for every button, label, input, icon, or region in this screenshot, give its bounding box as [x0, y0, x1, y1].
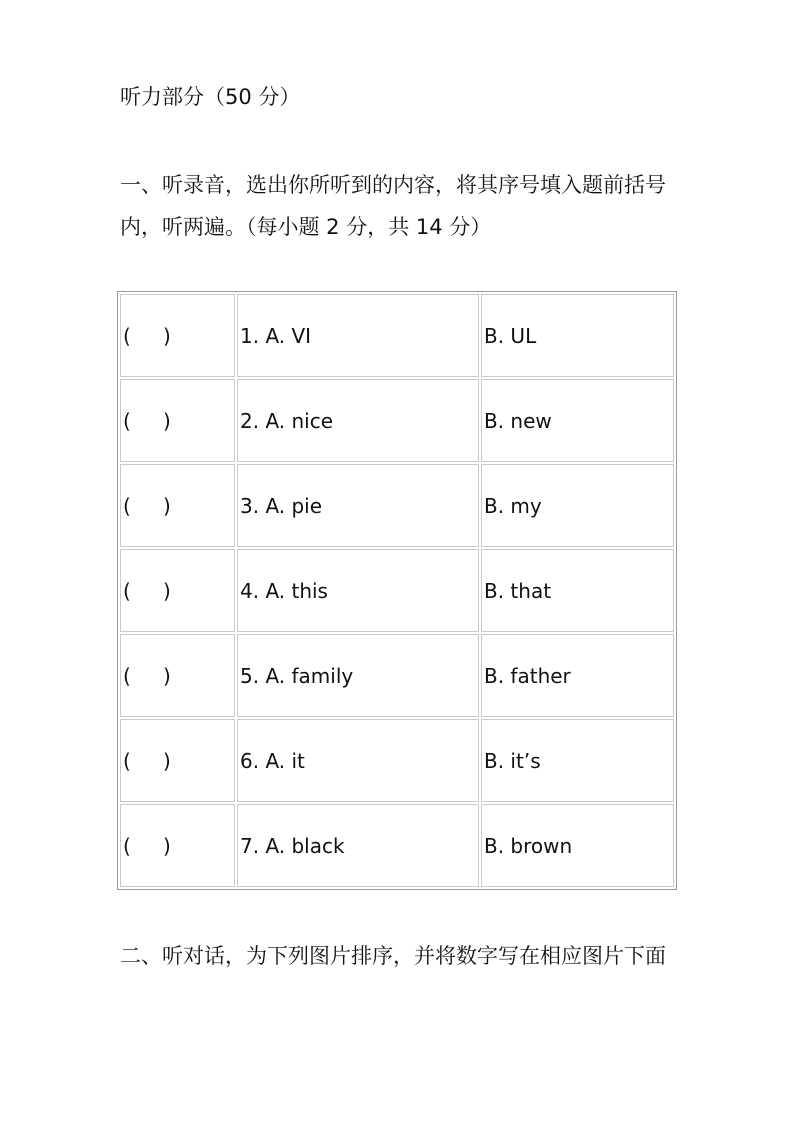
option-b: B. father — [481, 634, 674, 717]
section-one-line-2: 内，听两遍。（每小题 2 分，共 14 分） — [120, 215, 492, 239]
option-a: 2. A. nice — [237, 379, 479, 462]
option-b: B. UL — [481, 294, 674, 377]
table-row — [120, 549, 674, 632]
paren-close: ) — [163, 578, 171, 603]
paren-open: ( — [123, 578, 131, 603]
option-a: 5. A. family — [237, 634, 479, 717]
paren-open: ( — [123, 323, 131, 348]
question-table — [117, 291, 677, 890]
answer-blank[interactable] — [120, 804, 235, 887]
option-a: 3. A. pie — [237, 464, 479, 547]
section-one-line-1: 一、听录音，选出你所听到的内容，将其序号填入题前括号 — [120, 173, 666, 197]
option-a: 6. A. it — [237, 719, 479, 802]
page-title: 听力部分（50 分） — [120, 85, 301, 109]
option-a: 7. A. black — [237, 804, 479, 887]
table-row — [120, 379, 674, 462]
table-row — [120, 634, 674, 717]
answer-blank[interactable] — [120, 294, 235, 377]
paren-close: ) — [163, 323, 171, 348]
paren-open: ( — [123, 663, 131, 688]
table-row — [120, 294, 674, 377]
paren-close: ) — [163, 748, 171, 773]
answer-blank[interactable] — [120, 549, 235, 632]
answer-blank[interactable] — [120, 464, 235, 547]
option-a: 4. A. this — [237, 549, 479, 632]
option-b: B. my — [481, 464, 674, 547]
paren-open: ( — [123, 748, 131, 773]
section-one-instructions — [120, 164, 690, 248]
answer-blank[interactable] — [120, 719, 235, 802]
table-row — [120, 719, 674, 802]
table-row — [120, 804, 674, 887]
paren-open: ( — [123, 833, 131, 858]
answer-blank[interactable] — [120, 379, 235, 462]
paren-open: ( — [123, 408, 131, 433]
table-row — [120, 464, 674, 547]
paren-close: ) — [163, 493, 171, 518]
option-b: B. it’s — [481, 719, 674, 802]
option-a: 1. A. VI — [237, 294, 479, 377]
paren-close: ) — [163, 408, 171, 433]
option-b: B. new — [481, 379, 674, 462]
answer-blank[interactable] — [120, 634, 235, 717]
section-two-instructions: 二、听对话，为下列图片排序，并将数字写在相应图片下面 — [120, 944, 666, 968]
paren-open: ( — [123, 493, 131, 518]
paren-close: ) — [163, 833, 171, 858]
option-b: B. brown — [481, 804, 674, 887]
paren-close: ) — [163, 663, 171, 688]
option-b: B. that — [481, 549, 674, 632]
